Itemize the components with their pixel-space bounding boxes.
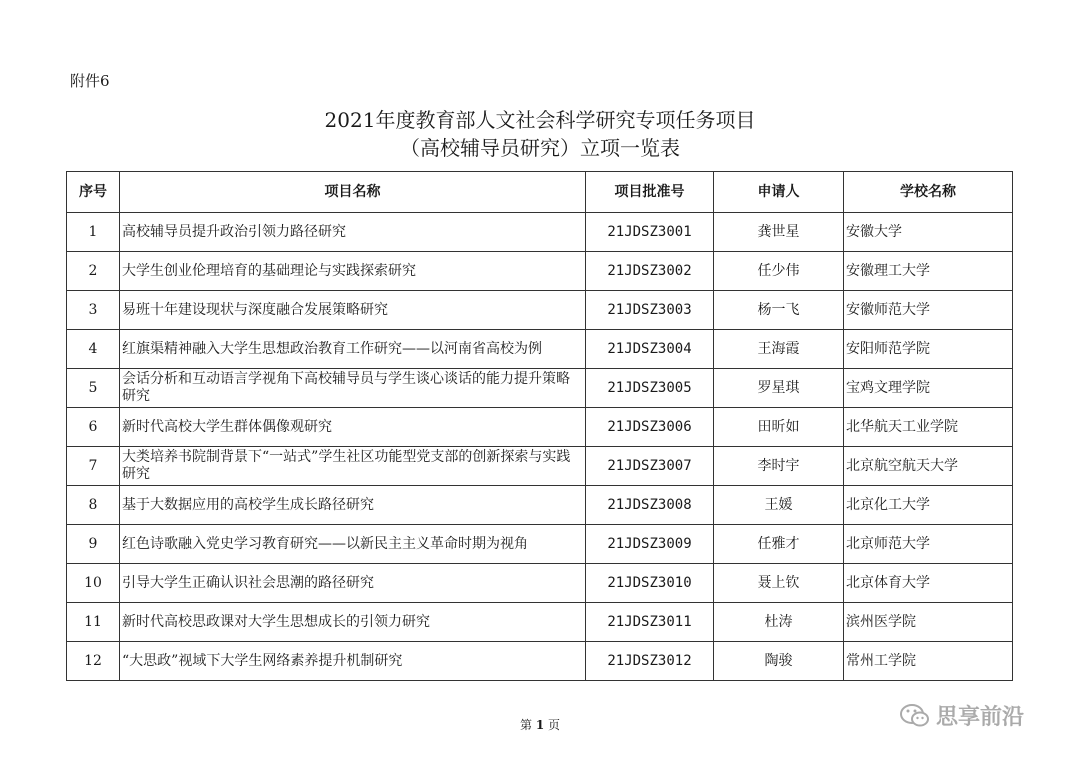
cell-project-name: 大类培养书院制背景下“一站式”学生社区功能型党支部的创新探索与实践研究 xyxy=(120,447,586,486)
cell-applicant: 任雅才 xyxy=(714,525,844,564)
cell-project-name: 新时代高校大学生群体偶像观研究 xyxy=(120,408,586,447)
project-list-table xyxy=(66,171,1013,681)
cell-project-name: 易班十年建设现状与深度融合发展策略研究 xyxy=(120,291,586,330)
cell-approval-number: 21JDSZ3007 xyxy=(586,447,714,486)
cell-serial: 10 xyxy=(67,564,120,603)
table-row xyxy=(67,525,1013,564)
cell-serial: 5 xyxy=(67,369,120,408)
cell-applicant: 罗星琪 xyxy=(714,369,844,408)
cell-serial: 1 xyxy=(67,213,120,252)
cell-school: 北华航天工业学院 xyxy=(844,408,1013,447)
table-header-row xyxy=(67,172,1013,213)
table-row xyxy=(67,408,1013,447)
footer-suffix: 页 xyxy=(548,718,561,732)
cell-approval-number: 21JDSZ3001 xyxy=(586,213,714,252)
cell-applicant: 杜涛 xyxy=(714,603,844,642)
cell-approval-number: 21JDSZ3012 xyxy=(586,642,714,681)
cell-serial: 2 xyxy=(67,252,120,291)
cell-school: 安徽大学 xyxy=(844,213,1013,252)
header-applicant: 申请人 xyxy=(714,172,844,213)
cell-school: 安徽师范大学 xyxy=(844,291,1013,330)
cell-school: 北京体育大学 xyxy=(844,564,1013,603)
cell-school: 安徽理工大学 xyxy=(844,252,1013,291)
cell-applicant: 王海霞 xyxy=(714,330,844,369)
header-project-name: 项目名称 xyxy=(120,172,586,213)
cell-applicant: 任少伟 xyxy=(714,252,844,291)
cell-project-name: 高校辅导员提升政治引领力路径研究 xyxy=(120,213,586,252)
cell-applicant: 王媛 xyxy=(714,486,844,525)
table-row xyxy=(67,564,1013,603)
cell-serial: 7 xyxy=(67,447,120,486)
cell-approval-number: 21JDSZ3004 xyxy=(586,330,714,369)
cell-approval-number: 21JDSZ3002 xyxy=(586,252,714,291)
footer-page-number: 1 xyxy=(535,718,545,732)
header-serial: 序号 xyxy=(67,172,120,213)
cell-serial: 6 xyxy=(67,408,120,447)
cell-school: 安阳师范学院 xyxy=(844,330,1013,369)
cell-applicant: 龚世星 xyxy=(714,213,844,252)
table-row xyxy=(67,447,1013,486)
cell-approval-number: 21JDSZ3011 xyxy=(586,603,714,642)
cell-applicant: 杨一飞 xyxy=(714,291,844,330)
table-row xyxy=(67,603,1013,642)
table-row xyxy=(67,213,1013,252)
cell-serial: 8 xyxy=(67,486,120,525)
cell-project-name: 红旗渠精神融入大学生思想政治教育工作研究——以河南省高校为例 xyxy=(120,330,586,369)
cell-approval-number: 21JDSZ3009 xyxy=(586,525,714,564)
cell-project-name: 大学生创业伦理培育的基础理论与实践探索研究 xyxy=(120,252,586,291)
cell-applicant: 陶骏 xyxy=(714,642,844,681)
header-school: 学校名称 xyxy=(844,172,1013,213)
cell-school: 宝鸡文理学院 xyxy=(844,369,1013,408)
table-row xyxy=(67,486,1013,525)
watermark xyxy=(900,700,1024,731)
cell-applicant: 田昕如 xyxy=(714,408,844,447)
document-title-line2: （高校辅导员研究）立项一览表 xyxy=(400,136,680,160)
cell-serial: 4 xyxy=(67,330,120,369)
cell-serial: 9 xyxy=(67,525,120,564)
cell-serial: 12 xyxy=(67,642,120,681)
cell-school: 北京化工大学 xyxy=(844,486,1013,525)
cell-project-name: “大思政”视域下大学生网络素养提升机制研究 xyxy=(120,642,586,681)
table-row xyxy=(67,642,1013,681)
cell-project-name: 引导大学生正确认识社会思潮的路径研究 xyxy=(120,564,586,603)
watermark-text: 思享前沿 xyxy=(936,705,1025,730)
header-approval-number: 项目批准号 xyxy=(586,172,714,213)
cell-project-name: 基于大数据应用的高校学生成长路径研究 xyxy=(120,486,586,525)
cell-school: 北京师范大学 xyxy=(844,525,1013,564)
cell-project-name: 会话分析和互动语言学视角下高校辅导员与学生谈心谈话的能力提升策略研究 xyxy=(120,369,586,408)
cell-serial: 11 xyxy=(67,603,120,642)
cell-serial: 3 xyxy=(67,291,120,330)
cell-approval-number: 21JDSZ3010 xyxy=(586,564,714,603)
cell-applicant: 李时宇 xyxy=(714,447,844,486)
cell-applicant: 聂上钦 xyxy=(714,564,844,603)
cell-project-name: 新时代高校思政课对大学生思想成长的引领力研究 xyxy=(120,603,586,642)
cell-school: 滨州医学院 xyxy=(844,603,1013,642)
table-row xyxy=(67,252,1013,291)
cell-approval-number: 21JDSZ3006 xyxy=(586,408,714,447)
table-row xyxy=(67,369,1013,408)
attachment-label: 附件6 xyxy=(70,72,110,90)
document-title-line1: 2021年度教育部人文社会科学研究专项任务项目 xyxy=(324,108,756,132)
cell-approval-number: 21JDSZ3005 xyxy=(586,369,714,408)
cell-approval-number: 21JDSZ3008 xyxy=(586,486,714,525)
cell-school: 北京航空航天大学 xyxy=(844,447,1013,486)
wechat-icon xyxy=(900,703,930,729)
footer-prefix: 第 xyxy=(519,718,532,732)
table-row xyxy=(67,330,1013,369)
cell-approval-number: 21JDSZ3003 xyxy=(586,291,714,330)
cell-school: 常州工学院 xyxy=(844,642,1013,681)
table-row xyxy=(67,291,1013,330)
cell-project-name: 红色诗歌融入党史学习教育研究——以新民主主义革命时期为视角 xyxy=(120,525,586,564)
